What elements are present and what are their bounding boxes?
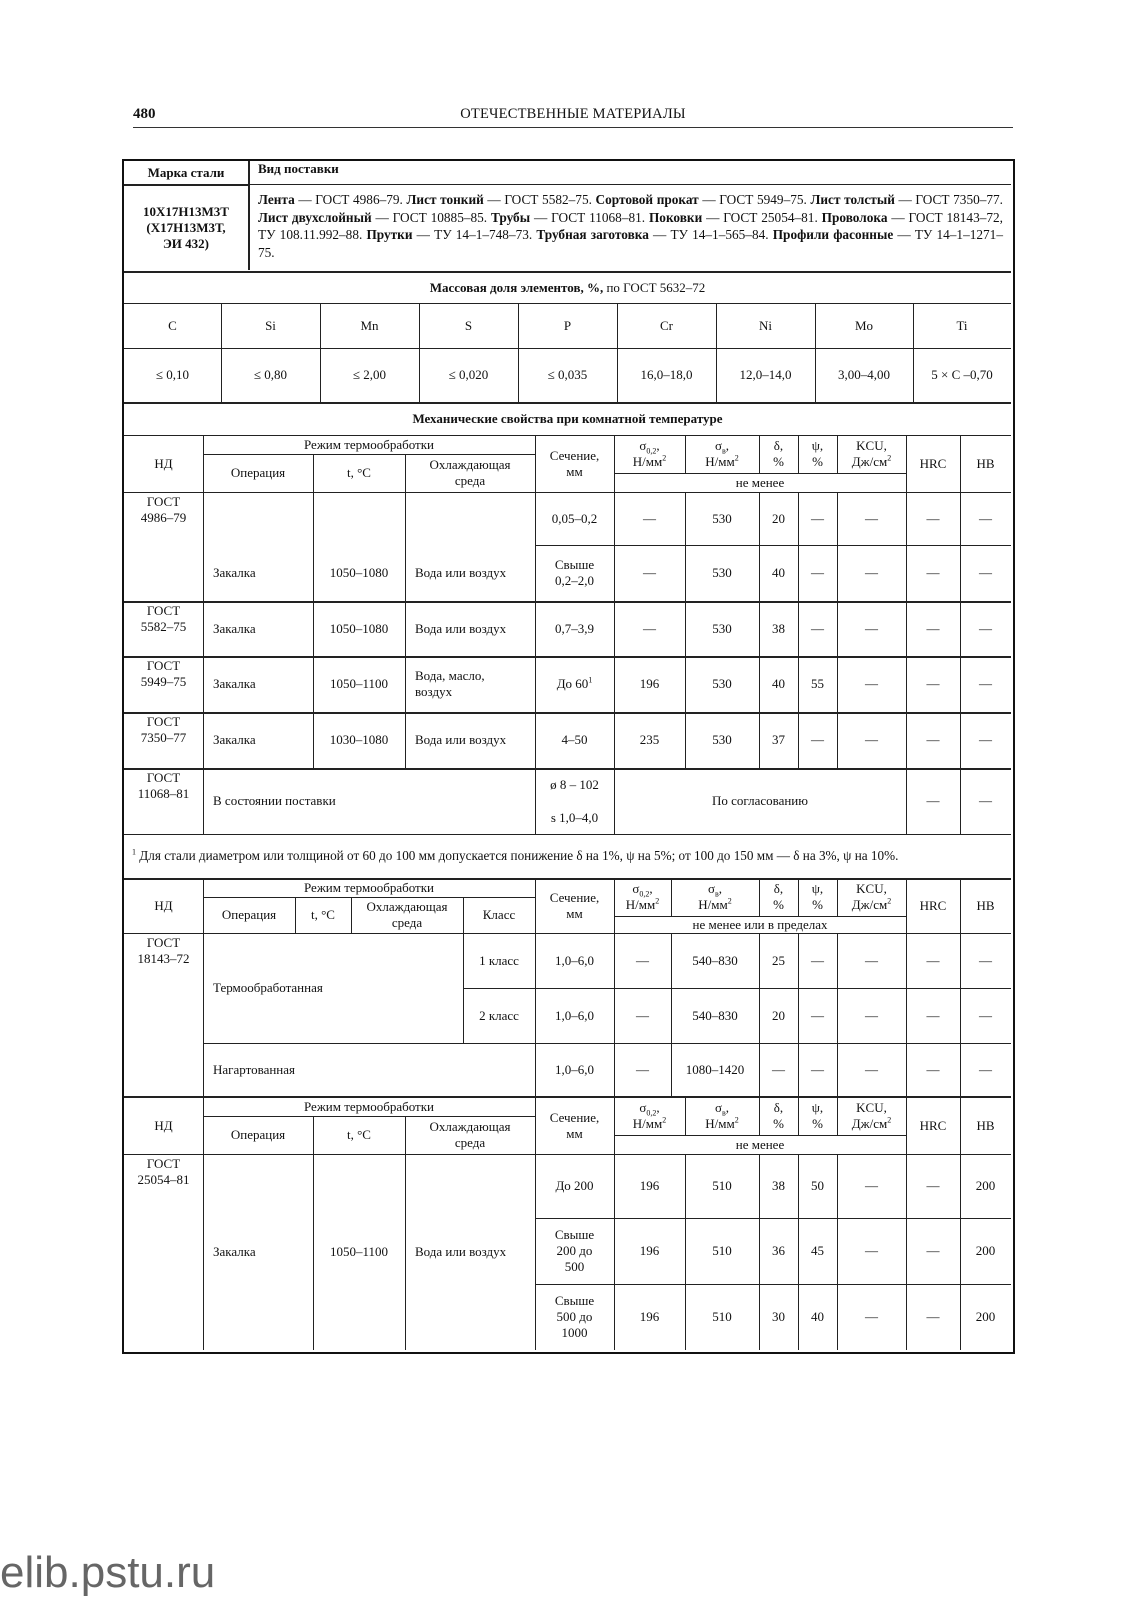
sigma02-value: 196 xyxy=(639,1309,660,1324)
mech-title: Механические свойства при комнатной температуре xyxy=(412,411,723,426)
grid-line xyxy=(203,878,204,1096)
section-header: Сечение, мм xyxy=(549,889,600,921)
grid-line xyxy=(913,303,914,402)
element-value: ≤ 0,80 xyxy=(253,367,288,382)
psi-value: 45 xyxy=(811,1243,824,1258)
section-value: 1,0–6,0 xyxy=(555,1007,594,1023)
grid-line xyxy=(685,1097,686,1135)
hb-header: HB xyxy=(976,897,995,913)
delta-value: 30 xyxy=(772,1309,785,1324)
kcu-value: — xyxy=(865,1243,878,1258)
cooling-value: Вода или воздух xyxy=(415,565,507,580)
sigmab-value: 530 xyxy=(712,732,732,747)
grid-line xyxy=(463,897,464,1043)
grid-line xyxy=(419,303,420,402)
sigma02-value: — xyxy=(636,1007,649,1023)
grid-line xyxy=(463,988,1011,989)
hrc-value: — xyxy=(926,1061,940,1077)
hrc-value: — xyxy=(926,952,940,968)
section-value: s 1,0–4,0 xyxy=(550,809,599,825)
grid-line xyxy=(685,492,686,768)
kcu-value: — xyxy=(865,952,878,968)
grid-line xyxy=(203,435,204,834)
grid-line xyxy=(906,435,907,834)
grid-line xyxy=(798,1097,799,1135)
sigma02-value: — xyxy=(636,1061,649,1077)
sigmab-header: $\sigma_в$, $Н/мм^2$ xyxy=(705,438,739,469)
kcu-value: — xyxy=(865,1061,878,1077)
grid-line xyxy=(798,435,799,473)
psi-value: — xyxy=(811,732,824,747)
element-symbol: Ni xyxy=(759,317,772,333)
grid-line xyxy=(221,303,222,402)
cooling-value: Вода или воздух xyxy=(415,732,507,747)
hrc-header: HRC xyxy=(919,1117,947,1133)
grid-line xyxy=(759,933,760,1096)
element-value: 16,0–18,0 xyxy=(640,367,693,382)
grid-line xyxy=(124,348,1011,349)
grid-line xyxy=(535,1097,536,1350)
element-symbol: S xyxy=(464,317,473,333)
hb-value: 200 xyxy=(975,1178,996,1193)
hrc-value: — xyxy=(926,793,940,808)
delta-value: 38 xyxy=(772,620,785,636)
grid-line xyxy=(759,435,760,473)
nd-value: ГОСТ 5949–75 xyxy=(140,658,187,689)
hb-header: HB xyxy=(976,455,995,471)
grid-line xyxy=(716,303,717,402)
supply-types-text: Лента — ГОСТ 4986–79. Лист тонкий — ГОСТ 5582–75. Сортовой прокат — ГОСТ 5949–75. Лист толстый — ГОСТ 7350–77. Лист двухслойный — ГОСТ 10885–85. Трубы — ГОСТ 11068–81. Поковки — ГОСТ 25054–81. Проволока — ГОСТ 18143–72, ТУ 108.11.992–88. Прутки — ТУ 14–1–748–73. Трубная заготовка — ТУ 14–1–565–84. Профили фасонные — ТУ 14–1–1271–75. xyxy=(258,192,1004,260)
element-value: 3,00–4,00 xyxy=(838,367,890,382)
page-header xyxy=(133,106,1013,126)
psi-value: — xyxy=(811,1007,824,1023)
element-symbol: Si xyxy=(265,317,276,333)
grid-line xyxy=(960,878,961,1096)
sigmab-value: 540–830 xyxy=(692,1007,738,1023)
grid-line xyxy=(798,492,799,768)
nd-value: ГОСТ 5582–75 xyxy=(140,603,187,634)
delta-value: 40 xyxy=(772,565,785,580)
composition-title: Массовая доля элементов, %, по ГОСТ 5632–72 xyxy=(429,280,706,295)
grid-line xyxy=(518,303,519,402)
hb-value: — xyxy=(979,1007,992,1023)
kcu-value: — xyxy=(865,510,878,526)
grid-line xyxy=(837,435,838,473)
hrc-value: — xyxy=(926,510,940,526)
heat-treatment-header: Режим термообработки xyxy=(303,1098,434,1114)
hrc-value: — xyxy=(926,732,940,747)
grid-line xyxy=(203,1097,204,1350)
grid-line xyxy=(906,878,907,1096)
psi-value: — xyxy=(811,565,824,580)
watermark: elib.pstu.ru xyxy=(0,1548,216,1597)
grid-line xyxy=(798,933,799,1096)
element-value: ≤ 0,10 xyxy=(155,367,190,382)
delta-value: 36 xyxy=(772,1243,785,1258)
page-title: ОТЕЧЕСТВЕННЫЕ МАТЕРИАЛЫ xyxy=(460,106,686,122)
kcu-value: — xyxy=(865,565,878,580)
operation-value: Закалка xyxy=(213,565,256,580)
kcu-value: — xyxy=(865,1007,878,1023)
temperature-header: t, °C xyxy=(347,1127,371,1142)
sigma02-value: 196 xyxy=(639,1243,660,1258)
hrc-value: — xyxy=(926,1243,940,1258)
grid-line xyxy=(815,303,816,402)
psi-value: — xyxy=(811,1061,824,1077)
page-number: 480 xyxy=(133,106,156,122)
section-header: Сечение, мм xyxy=(549,1109,600,1141)
grid-line xyxy=(671,878,672,916)
grid-line xyxy=(535,1218,1011,1219)
min-range-header: не менее или в пределах xyxy=(692,916,828,932)
min-header: не менее xyxy=(735,474,785,490)
grid-line xyxy=(759,492,760,768)
psi-header: ψ, % xyxy=(811,881,824,912)
element-symbol: Mn xyxy=(360,317,379,333)
kcu-value: — xyxy=(865,676,878,691)
grid-line xyxy=(405,454,406,768)
sigma02-value: — xyxy=(643,510,656,526)
section-value: Свыше 500 до 1000 xyxy=(554,1293,595,1340)
kcu-value: — xyxy=(865,620,878,636)
grid-line xyxy=(759,878,760,916)
grid-line xyxy=(535,435,536,834)
psi-value: 40 xyxy=(811,1309,824,1324)
section-value: ø 8 – 102 xyxy=(550,776,599,792)
hb-value: 200 xyxy=(975,1309,996,1324)
element-value: ≤ 0,035 xyxy=(547,367,588,382)
operation-header: Операция xyxy=(230,1127,286,1142)
operation-value: Закалка xyxy=(213,1244,256,1259)
operation-value: Закалка xyxy=(213,732,256,747)
hrc-value: — xyxy=(926,1178,940,1193)
sigmab-value: 510 xyxy=(712,1309,732,1324)
grid-line xyxy=(837,1154,838,1350)
grid-line xyxy=(295,897,296,933)
delta-header: δ, % xyxy=(773,1100,784,1131)
grid-line xyxy=(759,1097,760,1135)
nd-value: ГОСТ 25054–81 xyxy=(137,1156,190,1187)
hrc-value: — xyxy=(926,1007,940,1023)
grid-line xyxy=(203,1043,1011,1044)
operation-value: Закалка xyxy=(213,620,256,636)
hb-value: 200 xyxy=(975,1243,996,1258)
class-header: Класс xyxy=(482,907,516,922)
kcu-value: — xyxy=(865,1178,878,1193)
grid-line xyxy=(614,878,615,1096)
hb-value: — xyxy=(979,676,992,691)
nd-value: ГОСТ 11068–81 xyxy=(137,770,190,801)
heat-treatment-header: Режим термообработки xyxy=(303,879,434,895)
element-symbol: Mo xyxy=(854,317,874,333)
section-value: 0,7–3,9 xyxy=(555,620,594,636)
cooling-value: Вода или воздух xyxy=(415,620,507,636)
operation-value: Закалка xyxy=(213,676,256,691)
grid-line xyxy=(837,933,838,1096)
nd-value: ГОСТ 7350–77 xyxy=(140,714,187,745)
cooling-header: Охлаждающая среда xyxy=(429,1119,511,1150)
grid-line xyxy=(837,1097,838,1135)
cooling-value: Вода, масло, воздух xyxy=(415,668,485,699)
section-value: 1,0–6,0 xyxy=(555,1061,594,1077)
psi-value: — xyxy=(811,510,824,526)
grid-line xyxy=(617,303,618,402)
grid-line xyxy=(248,184,1011,185)
element-symbol: C xyxy=(168,317,177,333)
hrc-header: HRC xyxy=(919,455,947,471)
grid-line xyxy=(837,492,838,768)
operation-header: Операция xyxy=(221,907,277,922)
grid-line xyxy=(203,897,535,898)
sigma02-header: $\sigma_{0,2}$, $Н/мм^2$ xyxy=(625,881,660,912)
header-rule xyxy=(133,127,1013,128)
temperature-value: 1050–1100 xyxy=(329,1244,389,1259)
grid-line xyxy=(614,473,906,474)
sigmab-value: 530 xyxy=(712,676,732,691)
delta-value: 37 xyxy=(772,732,785,747)
kcu-value: — xyxy=(865,1309,878,1324)
delta-value: 38 xyxy=(772,1178,785,1193)
hb-value: — xyxy=(979,952,992,968)
delta-value: 25 xyxy=(772,952,785,968)
section-value: Свыше 0,2–2,0 xyxy=(554,557,595,588)
cooling-value: Вода или воздух xyxy=(415,1244,507,1259)
grid-line xyxy=(960,435,961,834)
temperature-value: 1050–1080 xyxy=(329,565,389,580)
nd-header: НД xyxy=(154,455,173,471)
grid-line xyxy=(535,545,1011,546)
grid-line xyxy=(313,454,314,768)
element-symbol: P xyxy=(563,317,572,333)
grade-col-title: Марка стали xyxy=(147,164,225,180)
grid-line xyxy=(614,916,906,917)
psi-value: — xyxy=(811,620,824,636)
element-value: 12,0–14,0 xyxy=(739,367,792,382)
kcu-header: KCU, $Дж/см^2$ xyxy=(851,881,892,912)
grid-line xyxy=(798,878,799,916)
section-value: Свыше 200 до 500 xyxy=(554,1227,595,1274)
delta-value: — xyxy=(772,1061,785,1077)
section-value: 1,0–6,0 xyxy=(555,952,594,968)
grid-line xyxy=(837,878,838,916)
psi-value: — xyxy=(811,952,824,968)
sigmab-value: 540–830 xyxy=(692,952,738,968)
grid-line xyxy=(671,933,672,1096)
grid-line xyxy=(535,1284,1011,1285)
temperature-value: 1030–1080 xyxy=(329,732,389,747)
nd-header: НД xyxy=(154,1117,173,1133)
hb-value: — xyxy=(979,620,992,636)
heat-treatment-header: Режим термообработки xyxy=(303,436,434,452)
operation-value: Термообработанная xyxy=(213,980,323,995)
operation-value: Нагартованная xyxy=(213,1061,295,1077)
class-value: 1 класс xyxy=(479,952,519,968)
psi-header: ψ, % xyxy=(811,438,824,469)
delta-header: δ, % xyxy=(773,438,784,469)
steel-datasheet-table xyxy=(122,159,1015,1354)
hb-value: — xyxy=(979,510,992,526)
sigma02-value: 196 xyxy=(639,676,660,691)
element-value: ≤ 0,020 xyxy=(448,367,489,382)
element-value: 5 × C –0,70 xyxy=(931,367,993,382)
grid-line xyxy=(535,878,536,1096)
sigmab-value: 530 xyxy=(712,510,732,526)
sigma02-value: 196 xyxy=(639,1178,660,1193)
sigmab-value: 530 xyxy=(712,565,732,580)
supply-col-title: Вид поставки xyxy=(258,161,339,176)
section-value: 0,05–0,2 xyxy=(551,510,598,526)
sigmab-value: 510 xyxy=(712,1243,732,1258)
element-symbol: Cr xyxy=(660,317,673,333)
grid-line xyxy=(320,303,321,402)
psi-value: 55 xyxy=(811,676,824,691)
sigma02-value: — xyxy=(636,952,649,968)
nd-header: НД xyxy=(154,897,173,913)
grid-line xyxy=(614,1135,906,1136)
grid-line xyxy=(685,1154,686,1350)
hb-header: HB xyxy=(976,1117,995,1133)
grid-line xyxy=(960,1097,961,1350)
temperature-header: t, °C xyxy=(347,465,371,480)
sigma02-value: — xyxy=(643,620,656,636)
hb-value: — xyxy=(979,793,992,808)
min-header: не менее xyxy=(735,1136,785,1152)
section-value: До 200 xyxy=(555,1178,594,1193)
grid-line xyxy=(685,435,686,473)
footnote: $^1$ Для стали диаметром или толщиной от 60 до 100 мм допускается понижение δ на 1%, ψ на 5%; от 100 до 150 мм — δ на 3%, ψ на 10%. xyxy=(132,847,899,863)
section-value: До $60^1$ xyxy=(556,675,593,691)
temperature-value: 1050–1100 xyxy=(329,676,389,691)
grid-line xyxy=(203,1116,535,1117)
grid-line xyxy=(351,897,352,933)
sigmab-value: 530 xyxy=(712,620,732,636)
temperature-value: 1050–1080 xyxy=(329,620,389,636)
kcu-value: — xyxy=(865,732,878,747)
delta-value: 20 xyxy=(772,1007,785,1023)
grid-line xyxy=(798,1154,799,1350)
nd-value: ГОСТ 4986–79 xyxy=(140,494,187,525)
sigmab-value: 510 xyxy=(712,1178,732,1193)
sigmab-value: 1080–1420 xyxy=(685,1061,745,1077)
hrc-header: HRC xyxy=(919,897,947,913)
element-value: ≤ 2,00 xyxy=(352,367,387,382)
kcu-header: KCU, $Дж/см^2$ xyxy=(851,438,892,469)
grid-line xyxy=(614,435,615,834)
delta-value: 40 xyxy=(772,676,785,691)
psi-value: 50 xyxy=(811,1178,824,1193)
steel-grade-value: 10Х17Н13М3Т (Х17Н13М3Т, ЭИ 432) xyxy=(143,204,229,251)
by-agreement-value: По согласованию xyxy=(712,793,808,808)
hrc-value: — xyxy=(926,676,940,691)
operation-value: В состоянии поставки xyxy=(213,793,336,808)
sigma02-header: $\sigma_{0,2}$, $Н/мм^2$ xyxy=(632,438,667,469)
psi-header: ψ, % xyxy=(811,1100,824,1131)
delta-value: 20 xyxy=(772,510,785,526)
class-value: 2 класс xyxy=(479,1007,519,1023)
hrc-value: — xyxy=(926,620,940,636)
grid-line xyxy=(313,1116,314,1350)
hrc-value: — xyxy=(926,1309,940,1324)
sigmab-header: $\sigma_в$, $Н/мм^2$ xyxy=(705,1100,739,1131)
grid-line xyxy=(614,1097,615,1350)
delta-header: δ, % xyxy=(773,881,784,912)
temperature-header: t, °C xyxy=(311,907,335,922)
grid-line xyxy=(906,1097,907,1350)
hrc-value: — xyxy=(926,565,940,580)
hb-value: — xyxy=(979,1061,992,1077)
sigma02-header: $\sigma_{0,2}$, $Н/мм^2$ xyxy=(632,1100,667,1131)
section-header: Сечение, мм xyxy=(549,447,600,479)
cooling-header: Охлаждающая среда xyxy=(429,457,511,488)
grid-line xyxy=(759,1154,760,1350)
grid-line xyxy=(203,454,535,455)
grid-line xyxy=(405,1116,406,1350)
sigma02-value: 235 xyxy=(639,732,660,747)
hb-value: — xyxy=(979,732,992,747)
sigma02-value: — xyxy=(643,565,656,580)
nd-value: ГОСТ 18143–72 xyxy=(137,935,190,966)
hb-value: — xyxy=(979,565,992,580)
element-symbol: Ti xyxy=(956,317,968,333)
section-value: 4–50 xyxy=(561,732,588,747)
sigmab-header: $\sigma_в$, $Н/мм^2$ xyxy=(698,881,732,912)
cooling-header: Охлаждающая среда xyxy=(366,899,448,930)
operation-header: Операция xyxy=(230,465,286,480)
kcu-header: KCU, $Дж/см^2$ xyxy=(851,1100,892,1131)
